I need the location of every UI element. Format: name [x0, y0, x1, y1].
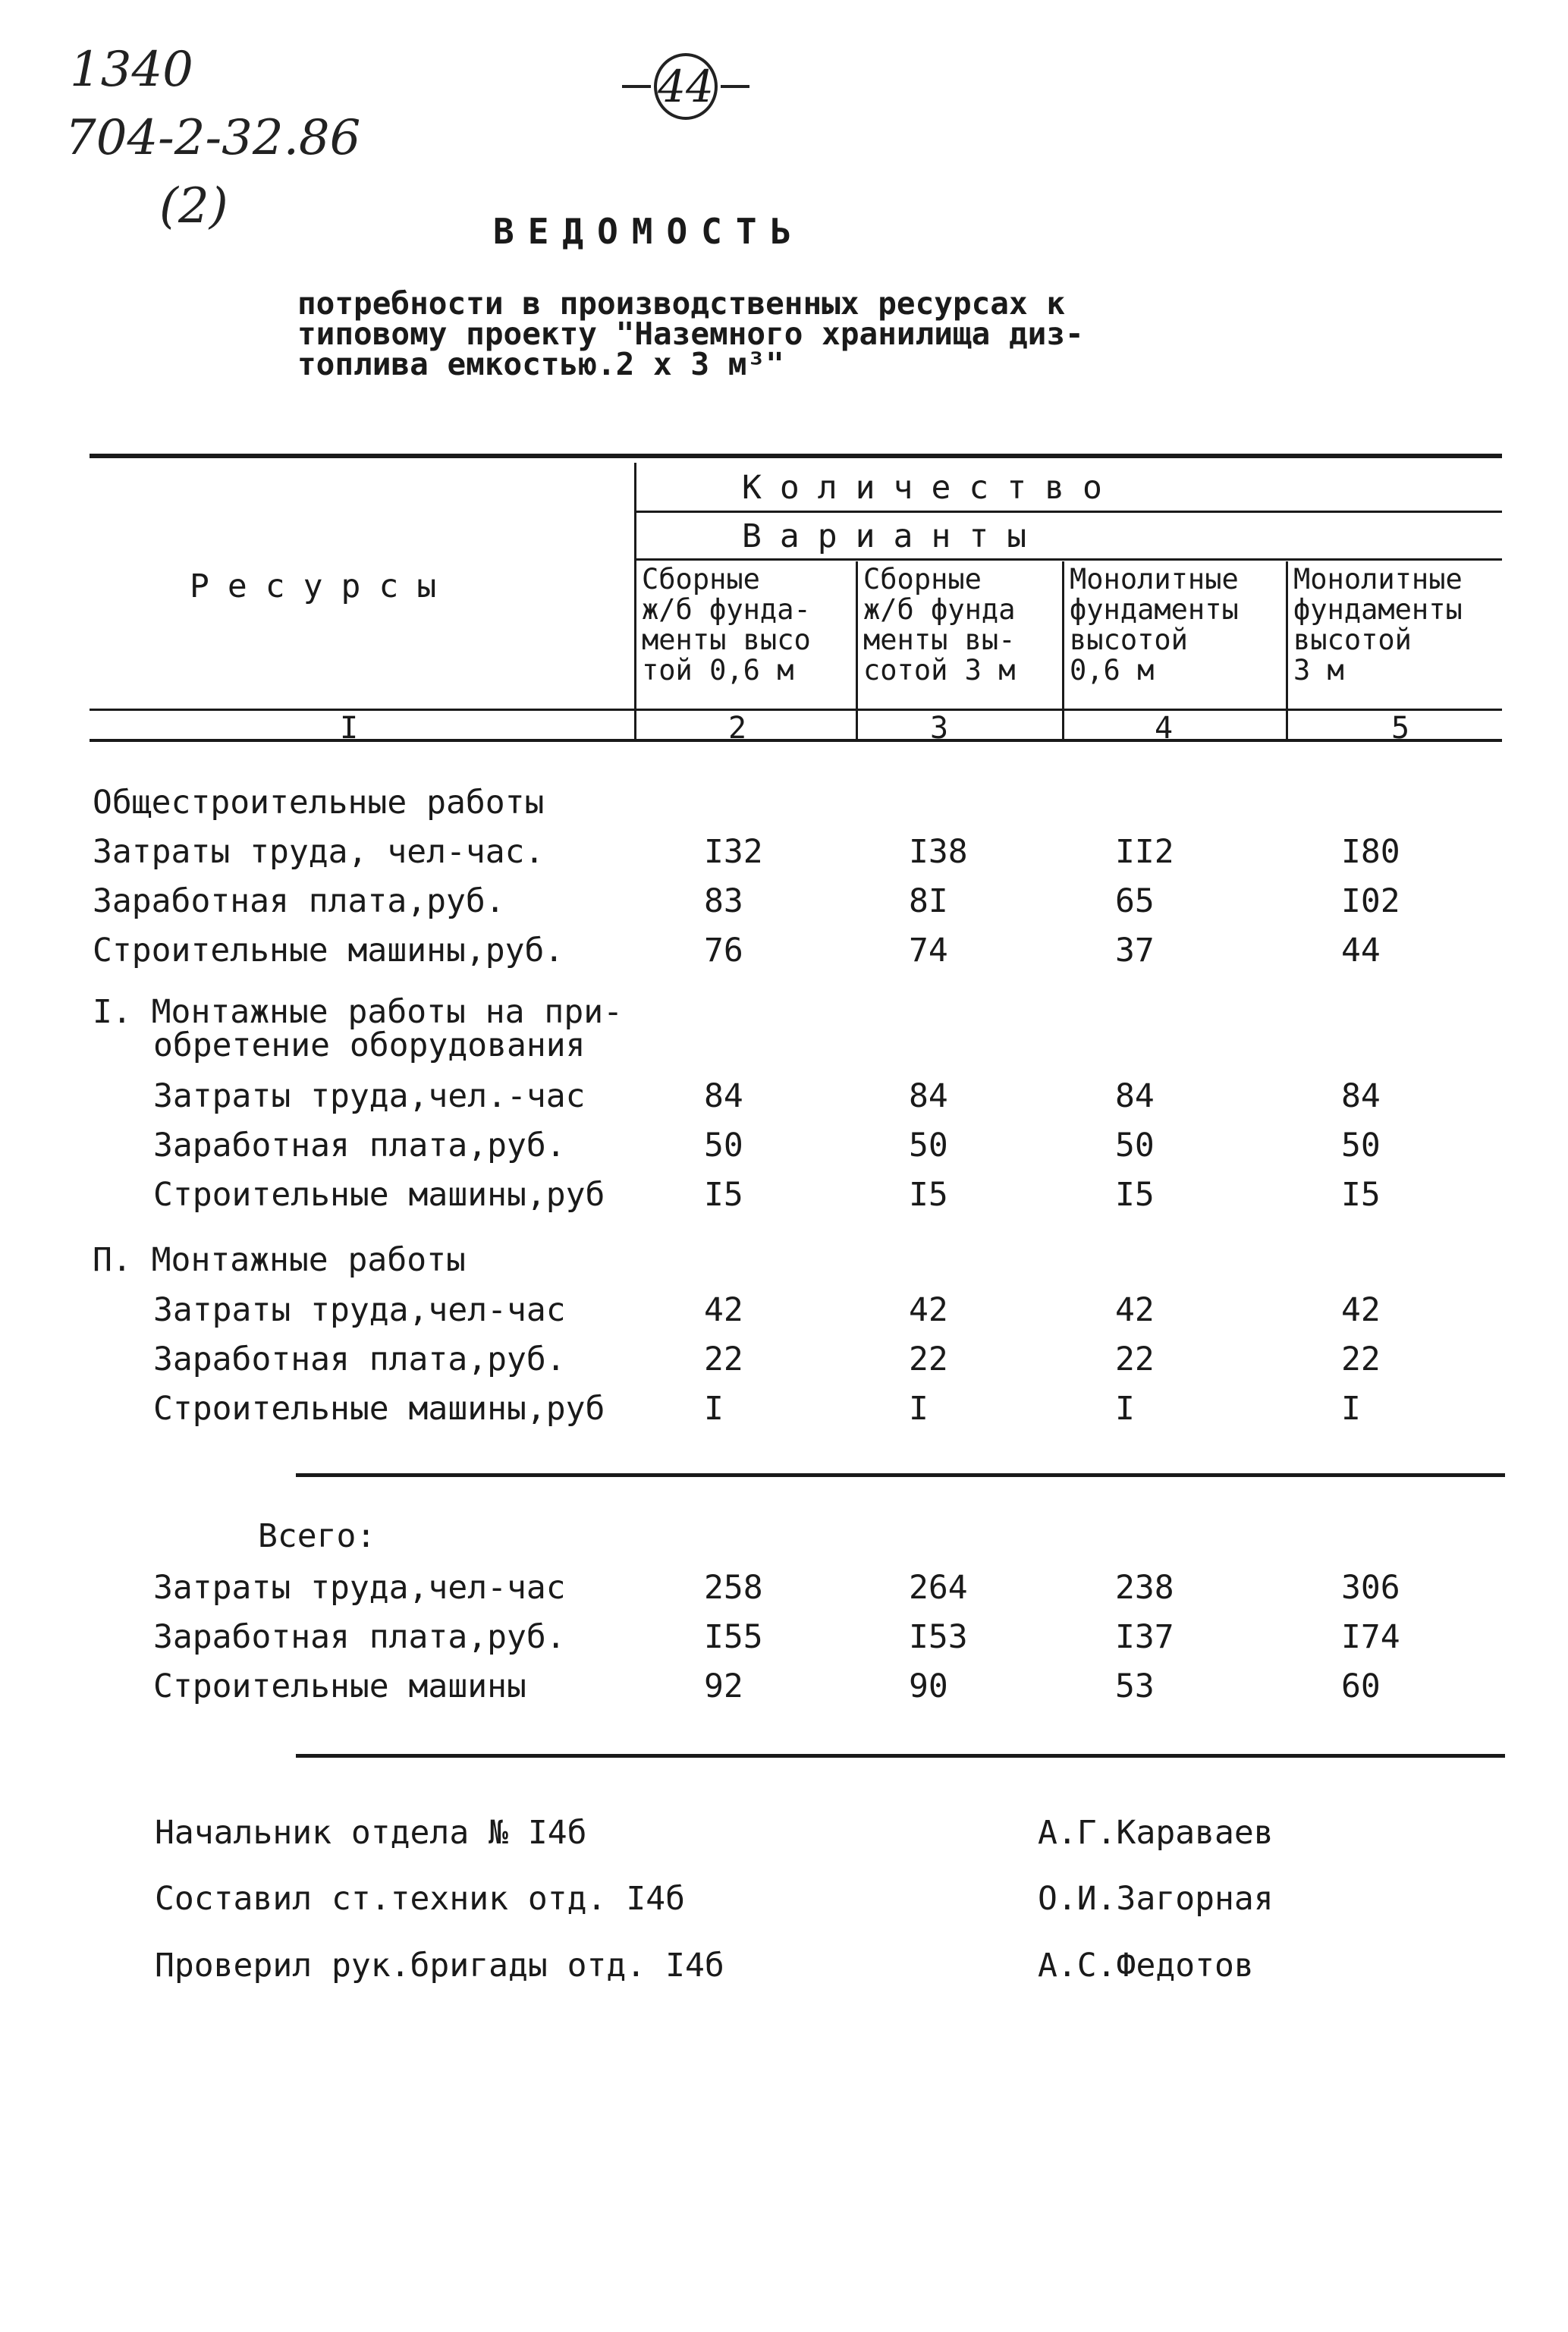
table-row: Затраты труда, чел-час. I32 I38 II2 I80: [93, 833, 1400, 871]
section-heading: I. Монтажные работы на при- обретение оборудования: [93, 993, 623, 1064]
page-number: 44: [622, 53, 749, 120]
column-number: 2: [728, 711, 747, 746]
total-heading: Всего:: [258, 1517, 376, 1555]
signature-name: А.С.Федотов: [1038, 1947, 1254, 1985]
totals-bottom-rule: [296, 1754, 1505, 1758]
quantity-rule: [636, 511, 1502, 513]
signature-role: Проверил рук.бригады отд. I4б: [155, 1947, 724, 1985]
signature-role: Начальник отдела № I4б: [155, 1814, 587, 1852]
total-row: Заработная плата,руб. I55 I53 I37 I74: [153, 1618, 1400, 1656]
column-divider: [1286, 561, 1288, 742]
section-heading: Общестроительные работы: [93, 784, 545, 822]
subtitle-line: потребности в производственных ресурсах к: [297, 285, 1066, 322]
column-divider: [1062, 561, 1064, 742]
variants-rule: [636, 558, 1502, 561]
handwritten-project-code: 704-2-32.86: [65, 110, 361, 166]
table-row: Строительные машины,руб. 76 74 37 44: [93, 932, 1381, 970]
column-divider: [634, 463, 636, 742]
header-bottom-rule: [90, 709, 1502, 711]
table-row: Строительные машины,руб I I I I: [153, 1390, 1361, 1428]
column-heading-2: Сборные ж/б фунда- менты высо той 0,6 м: [642, 563, 811, 687]
table-row: Заработная плата,руб. 50 50 50 50: [153, 1127, 1381, 1164]
document-subtitle: [297, 285, 1084, 382]
column-divider: [856, 561, 858, 742]
handwritten-sheet-index: (2): [159, 178, 228, 234]
variants-header: Варианты: [742, 517, 1045, 555]
subtitle-line: типовому проекту "Наземного хранилища диз-: [297, 316, 1084, 352]
table-row: Строительные машины,руб I5 I5 I5 I5: [153, 1176, 1381, 1214]
signature-name: О.И.Загорная: [1038, 1880, 1274, 1918]
section-heading: П. Монтажные работы: [93, 1241, 466, 1279]
column-number: 5: [1391, 711, 1410, 746]
total-row: Затраты труда,чел-час 258 264 238 306: [153, 1569, 1400, 1607]
column-heading-5: Монолитные фундаменты высотой 3 м: [1293, 563, 1463, 687]
column-number: I: [340, 711, 359, 746]
totals-top-rule: [296, 1473, 1505, 1477]
table-top-rule: [90, 454, 1502, 458]
column-heading-4: Монолитные фундаменты высотой 0,6 м: [1070, 563, 1239, 687]
column-heading-3: Сборные ж/б фунда менты вы- сотой 3 м: [863, 563, 1016, 687]
quantity-header: Количество: [742, 469, 1120, 507]
document-title: ВЕДОМОСТЬ: [493, 211, 806, 252]
subtitle-line: топлива емкостью.2 х 3 м³": [297, 346, 784, 382]
table-row: Заработная плата,руб. 83 8I 65 I02: [93, 882, 1400, 920]
table-row: Затраты труда,чел-час 42 42 42 42: [153, 1291, 1381, 1329]
table-row: Заработная плата,руб. 22 22 22 22: [153, 1340, 1381, 1378]
handwritten-doc-number: 1340: [70, 42, 193, 98]
signature-role: Составил ст.техник отд. I4б: [155, 1880, 685, 1918]
numbers-bottom-rule: [90, 739, 1502, 742]
column-number: 4: [1155, 711, 1174, 746]
total-row: Строительные машины 92 90 53 60: [153, 1667, 1381, 1705]
table-row: Затраты труда,чел.-час 84 84 84 84: [153, 1077, 1381, 1115]
column-number: 3: [930, 711, 949, 746]
resources-header: Ресурсы: [190, 567, 455, 605]
signature-name: А.Г.Караваев: [1038, 1814, 1274, 1852]
